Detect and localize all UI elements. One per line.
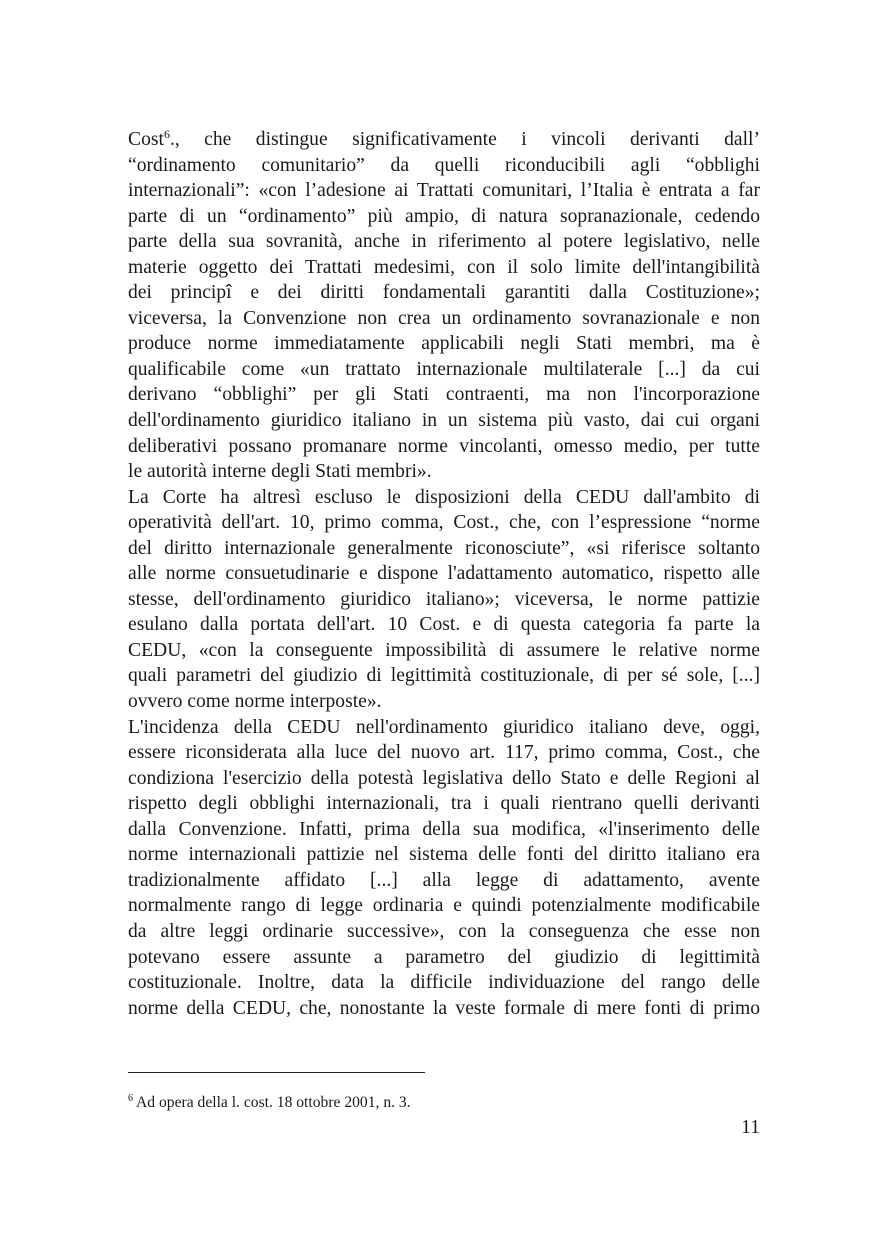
text-line: parte della sua sovranità, anche in riferimento al potere legislativo, nelle — [128, 231, 760, 253]
text-line: La Corte ha altresì escluso le disposizioni della CEDU dall'ambito di — [128, 486, 760, 508]
text-line: qualificabile come «un trattato internazionale multilaterale [...] da cui — [128, 358, 760, 380]
text-line: costituzionale. Inoltre, data la difficile individuazione del rango delle — [128, 972, 760, 994]
footnote-reference[interactable]: 6 — [163, 127, 170, 141]
text-line: rispetto degli obblighi internazionali, tra i quali rientrano quelli derivanti — [128, 793, 760, 815]
text-line: derivano “obblighi” per gli Stati contraenti, ma non l'incorporazione — [128, 384, 760, 406]
text-line: viceversa, la Convenzione non crea un ordinamento sovranazionale e non — [128, 307, 760, 329]
text-line: alle norme consuetudinarie e dispone l'adattamento automatico, rispetto alle — [128, 563, 760, 585]
footnote-text: Ad opera della l. cost. 18 ottobre 2001, n. 3. — [133, 1094, 411, 1111]
text-line: CEDU, «con la conseguente impossibilità di assumere le relative norme — [128, 639, 760, 661]
text-line — [128, 127, 760, 153]
text-line: essere riconsiderata alla luce del nuovo art. 117, primo comma, Cost., che — [128, 742, 760, 764]
text-line: norme internazionali pattizie nel sistema delle fonti del diritto italiano era — [128, 844, 760, 866]
text-line: condiziona l'esercizio della potestà legislativa dello Stato e delle Regioni al — [128, 767, 760, 789]
text-line: ovvero come norme interposte». — [128, 691, 382, 713]
text-fragment: Cost — [128, 129, 164, 150]
text-line: dei principî e dei diritti fondamentali garantiti dalla Costituzione»; — [128, 282, 760, 304]
text-fragment: ., che distingue significativamente i vincoli derivanti dall’ — [169, 129, 760, 150]
text-line: deliberativi possano promanare norme vincolanti, omesso medio, per tutte — [128, 435, 760, 457]
text-line: “ordinamento comunitario” da quelli riconducibili agli “obblighi — [128, 154, 760, 176]
text-line: internazionali”: «con l’adesione ai Trattati comunitari, l’Italia è entrata a far — [128, 180, 760, 202]
text-line: esulano dalla portata dell'art. 10 Cost. e di questa categoria fa parte la — [128, 614, 760, 636]
text-line: operatività dell'art. 10, primo comma, Cost., che, con l’espressione “norme — [128, 512, 760, 534]
text-line: tradizionalmente affidato [...] alla legge di adattamento, avente — [128, 869, 760, 891]
text-line: le autorità interne degli Stati membri». — [128, 461, 432, 483]
text-line: normalmente rango di legge ordinaria e quindi potenzialmente modificabile — [128, 895, 760, 917]
text-line: potevano essere assunte a parametro del giudizio di legittimità — [128, 946, 760, 968]
text-line: parte di un “ordinamento” più ampio, di natura sopranazionale, cedendo — [128, 205, 760, 227]
body-text — [128, 127, 760, 1021]
page-number: 11 — [741, 1117, 760, 1138]
text-line: stesse, dell'ordinamento giuridico italiano»; viceversa, le norme pattizie — [128, 588, 760, 610]
footnote-number: 6 — [128, 1093, 133, 1104]
text-line: produce norme immediatamente applicabili negli Stati membri, ma è — [128, 333, 760, 355]
text-line: da altre leggi ordinarie successive», con la conseguenza che esse non — [128, 920, 760, 942]
text-line: materie oggetto dei Trattati medesimi, con il solo limite dell'intangibilità — [128, 256, 760, 278]
text-line: dalla Convenzione. Infatti, prima della sua modifica, «l'inserimento delle — [128, 818, 760, 840]
footnote — [128, 1094, 411, 1112]
text-line: quali parametri del giudizio di legittimità costituzionale, di per sé sole, [...] — [128, 665, 760, 687]
text-line: norme della CEDU, che, nonostante la veste formale di mere fonti di primo — [128, 997, 760, 1019]
text-line: L'incidenza della CEDU nell'ordinamento giuridico italiano deve, oggi, — [128, 716, 760, 738]
text-line: del diritto internazionale generalmente riconosciute”, «si riferisce soltanto — [128, 537, 760, 559]
text-line: dell'ordinamento giuridico italiano in un sistema più vasto, dai cui organi — [128, 410, 760, 432]
footnote-separator — [128, 1072, 425, 1073]
